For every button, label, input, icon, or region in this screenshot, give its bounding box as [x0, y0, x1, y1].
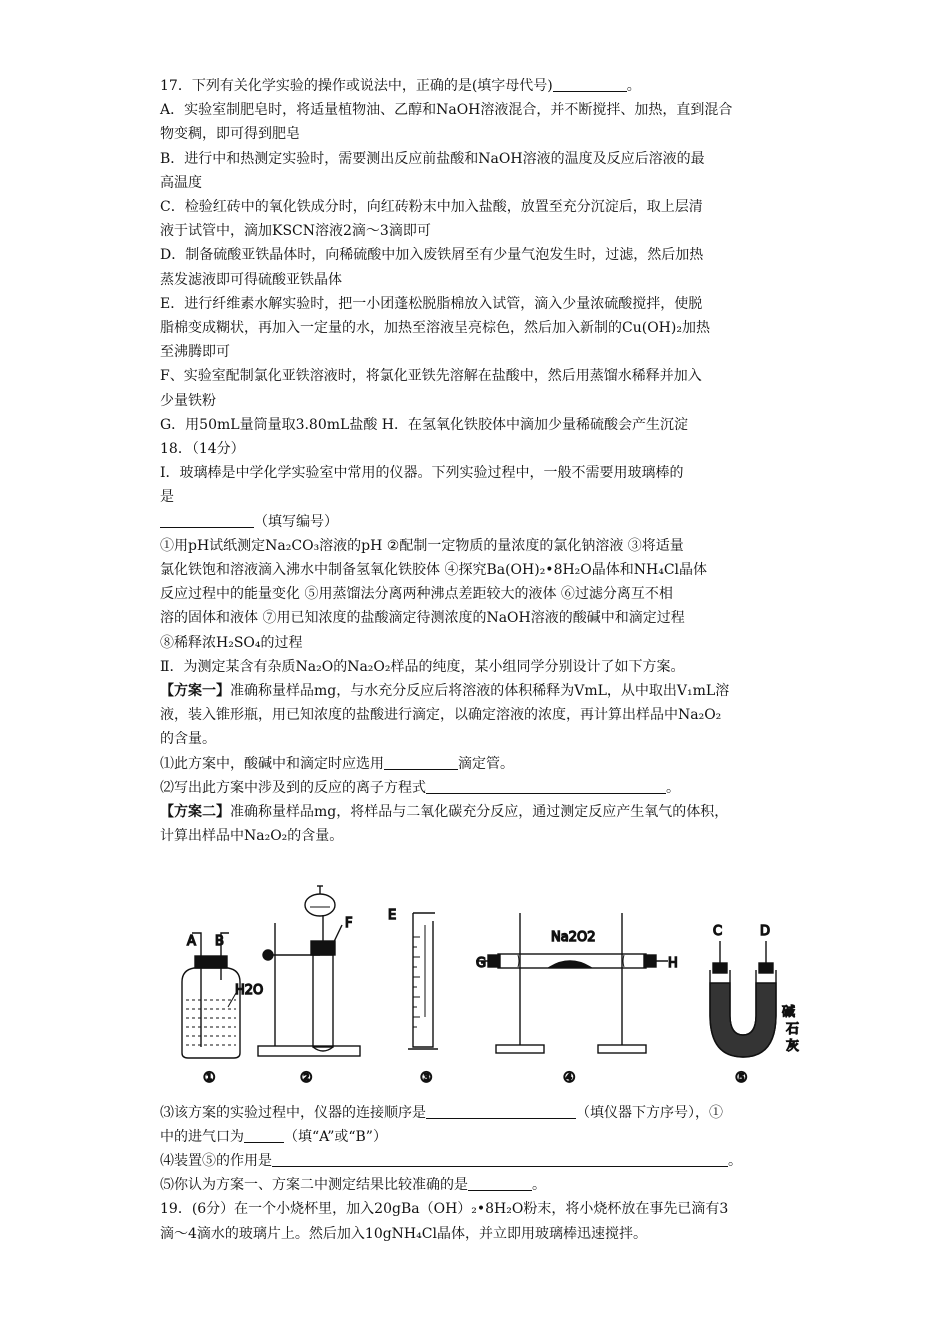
q18-part1-stem: Ⅰ．玻璃棒是中学化学实验室中常用的仪器。下列实验过程中，一般不需要用玻璃棒的	[160, 465, 684, 482]
q18-options-2: 氯化铁饱和溶液滴入沸水中制备氢氧化铁胶体 ④探究Ba(OH)₂•8H₂O晶体和NH₄Cl晶体	[160, 562, 708, 579]
answer-blank[interactable]	[553, 75, 627, 92]
scheme-one-cont: 液，装入锥形瓶，用已知浓度的盐酸进行滴定，以确定溶液的浓度，再计算出样品中Na₂O₂	[160, 707, 722, 724]
q18-options-3: 反应过程中的能量变化 ⑤用蒸馏法分离两种沸点差距较大的液体 ⑥过滤分离互不相	[160, 586, 673, 603]
answer-blank[interactable]	[244, 1126, 284, 1143]
gas-washing-bottle	[182, 933, 240, 1058]
label-lime-1: 碱	[782, 1005, 796, 1020]
q18-part1-blank-line: （填写编号）	[160, 510, 810, 534]
scheme-one: 【方案一】准确称量样品mg，与水充分反应后将溶液的体积稀释为VmL，从中取出V₁mL溶	[160, 683, 730, 700]
q18-part1-stem-cont: 是	[160, 489, 174, 506]
answer-blank[interactable]	[272, 1150, 728, 1167]
stand-with-funnel-and-tube	[258, 886, 360, 1056]
q19-stem-cont: 滴～4滴水的玻璃片上。然后加入10gNH₄Cl晶体，并立即用玻璃棒迅速搅拌。	[160, 1225, 647, 1242]
q17-stem: 17．下列有关化学实验的操作或说法中，正确的是(填字母代号) 。	[160, 74, 810, 98]
answer-blank[interactable]	[468, 1174, 532, 1191]
subquestion-3: ⑶该方案的实验过程中，仪器的连接顺序是 （填仪器下方序号），①	[160, 1101, 810, 1125]
u-tube-soda-lime	[710, 941, 776, 1057]
device-number-3: ③	[420, 1070, 433, 1086]
label-h: H	[668, 956, 678, 971]
subquestion-4: ⑷装置⑤的作用是 。	[160, 1149, 810, 1173]
label-sodium-peroxide: Na2O2	[551, 930, 596, 945]
graduated-cylinder	[408, 913, 438, 1049]
q17-option-e-cont: 脂棉变成糊状，再加入一定量的水，加热至溶液呈亮棕色，然后加入新制的Cu(OH)₂加热	[160, 320, 710, 337]
label-f: F	[345, 916, 353, 931]
answer-blank[interactable]	[384, 753, 458, 770]
q17-option-c-cont: 液于试管中，滴加KSCN溶液2滴～3滴即可	[160, 223, 431, 240]
answer-blank[interactable]	[160, 511, 254, 528]
label-a: A	[187, 934, 196, 949]
q17-option-a-cont: 物变稠，即可得到肥皂	[160, 126, 300, 143]
q17-option-f-cont: 少量铁粉	[160, 392, 216, 409]
label-lime-2: 石	[786, 1022, 800, 1037]
subquestion-5: ⑸你认为方案一、方案二中测定结果比较准确的是 。	[160, 1173, 810, 1197]
apparatus-figure	[170, 875, 810, 1090]
scheme-one-cont2: 的含量。	[160, 731, 216, 748]
q17-option-d-cont: 蒸发滤液即可得硫酸亚铁晶体	[160, 271, 342, 288]
answer-blank[interactable]	[426, 1102, 576, 1119]
label-d: D	[760, 924, 771, 939]
subquestion-1: ⑴此方案中，酸碱中和滴定时应选用 滴定管。	[160, 752, 810, 776]
answer-blank[interactable]	[426, 777, 666, 794]
label-b: B	[215, 934, 224, 949]
subquestion-2: ⑵写出此方案中涉及到的反应的离子方程式 。	[160, 776, 810, 800]
q18-options-5: ⑧稀释浓H₂SO₄的过程	[160, 634, 303, 651]
label-e: E	[388, 908, 397, 923]
label-c: C	[713, 924, 723, 939]
q17-option-b: B．进行中和热测定实验时，需要测出反应前盐酸和NaOH溶液的温度及反应后溶液的最	[160, 150, 705, 167]
q17-option-gh: G．用50mL量筒量取3.80mL盐酸 H．在氢氧化铁胶体中滴加少量稀硫酸会产生沉淀	[160, 416, 688, 433]
device-number-1: ①	[203, 1070, 216, 1086]
scheme-two-cont: 计算出样品中Na₂O₂的含量。	[160, 828, 344, 845]
q19-stem: 19．(6分）在一个小烧杯里，加入20gBa（OH）₂•8H₂O粉末，将小烧杯放在事先已滴有3	[160, 1201, 729, 1218]
label-lime-3: 灰	[786, 1039, 800, 1054]
q17-option-e-cont2: 至沸腾即可	[160, 344, 230, 361]
label-g: G	[476, 956, 487, 971]
q18-header: 18．（14分）	[160, 441, 245, 458]
q18-options-4: 溶的固体和液体 ⑦用已知浓度的盐酸滴定待测浓度的NaOH溶液的酸碱中和滴定过程	[160, 610, 685, 627]
q17-option-b-cont: 高温度	[160, 174, 202, 191]
q18-options-1: ①用pH试纸测定Na₂CO₃溶液的pH ②配制一定物质的量浓度的氯化钠溶液 ③将适量	[160, 537, 684, 554]
q17-option-d: D．制备硫酸亚铁晶体时，向稀硫酸中加入废铁屑至有少量气泡发生时，过滤，然后加热	[160, 247, 704, 264]
subquestion-3-cont: 中的进气口为 （填“A”或“B”）	[160, 1125, 810, 1149]
q17-option-e: E．进行纤维素水解实验时，把一小团蓬松脱脂棉放入试管，滴入少量浓硫酸搅拌，使脱	[160, 295, 703, 312]
device-number-5: ⑤	[735, 1070, 748, 1086]
q18-part2-stem: Ⅱ．为测定某含有杂质Na₂O的Na₂O₂样品的纯度，某小组同学分别设计了如下方案。	[160, 658, 685, 675]
scheme-two: 【方案二】准确称量样品mg，将样品与二氧化碳充分反应，通过测定反应产生氧气的体积，	[160, 804, 729, 821]
device-number-2: ②	[300, 1070, 313, 1086]
q17-option-c: C．检验红砖中的氧化铁成分时，向红砖粉末中加入盐酸，放置至充分沉淀后，取上层清	[160, 199, 703, 216]
label-water: H2O	[235, 983, 264, 998]
device-number-4: ④	[563, 1070, 576, 1086]
q17-option-f: F、实验室配制氯化亚铁溶液时，将氯化亚铁先溶解在盐酸中，然后用蒸馏水稀释并加入	[160, 368, 702, 385]
q17-option-a: A．实验室制肥皂时，将适量植物油、乙醇和NaOH溶液混合，并不断搅拌、加热，直到混合	[160, 102, 733, 119]
